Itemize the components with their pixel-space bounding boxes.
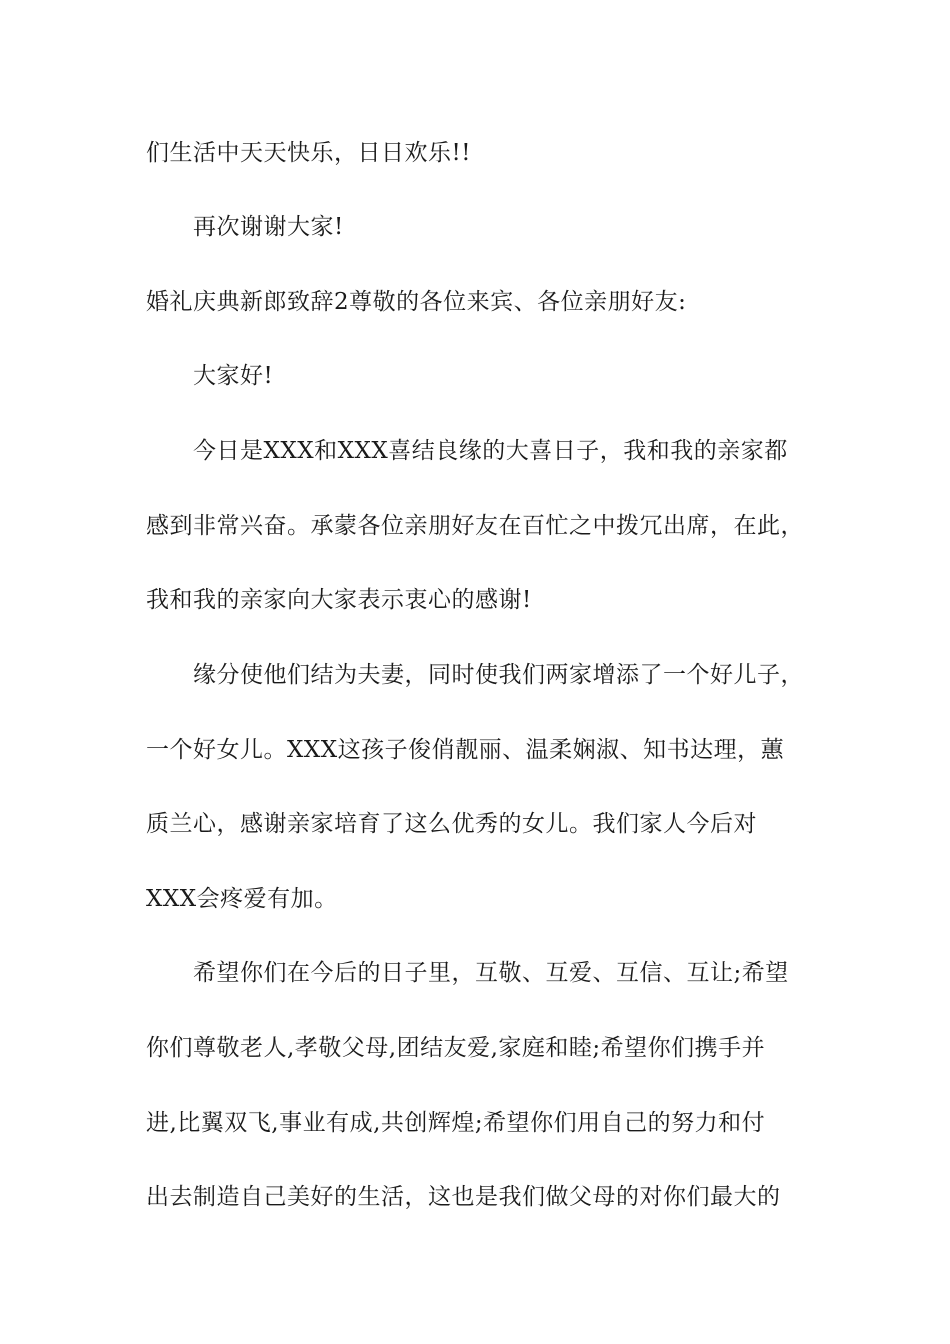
text-line: 婚礼庆典新郎致辞2尊敬的各位来宾、各位亲朋好友: bbox=[146, 289, 687, 315]
text-line: XXX会疼爱有加。 bbox=[146, 886, 338, 912]
text-line: 缘分使他们结为夫妻，同时使我们两家增添了一个好儿子， bbox=[193, 662, 804, 688]
text-line: 一个好女儿。XXX这孩子俊俏靓丽、温柔娴淑、知书达理，蕙 bbox=[146, 737, 785, 763]
text-line: 再次谢谢大家! bbox=[193, 214, 344, 240]
text-line: 你们尊敬老人,孝敬父母,团结友爱,家庭和睦;希望你们携手并 bbox=[146, 1035, 766, 1061]
text-line: 我和我的亲家向大家表示衷心的感谢! bbox=[146, 587, 532, 613]
text-line: 进,比翼双飞,事业有成,共创辉煌;希望你们用自己的努力和付 bbox=[146, 1110, 766, 1136]
text-line: 大家好! bbox=[193, 363, 274, 389]
text-line: 希望你们在今后的日子里，互敬、互爱、互信、互让;希望 bbox=[193, 960, 789, 986]
text-line: 质兰心，感谢亲家培育了这么优秀的女儿。我们家人今后对 bbox=[146, 811, 757, 837]
text-line: 今日是XXX和XXX喜结良缘的大喜日子，我和我的亲家都 bbox=[193, 438, 788, 464]
text-line: 们生活中天天快乐，日日欢乐!! bbox=[146, 140, 471, 166]
text-line: 出去制造自己美好的生活，这也是我们做父母的对你们最大的 bbox=[146, 1184, 781, 1210]
text-line: 感到非常兴奋。承蒙各位亲朋好友在百忙之中拨冗出席，在此， bbox=[146, 513, 804, 539]
